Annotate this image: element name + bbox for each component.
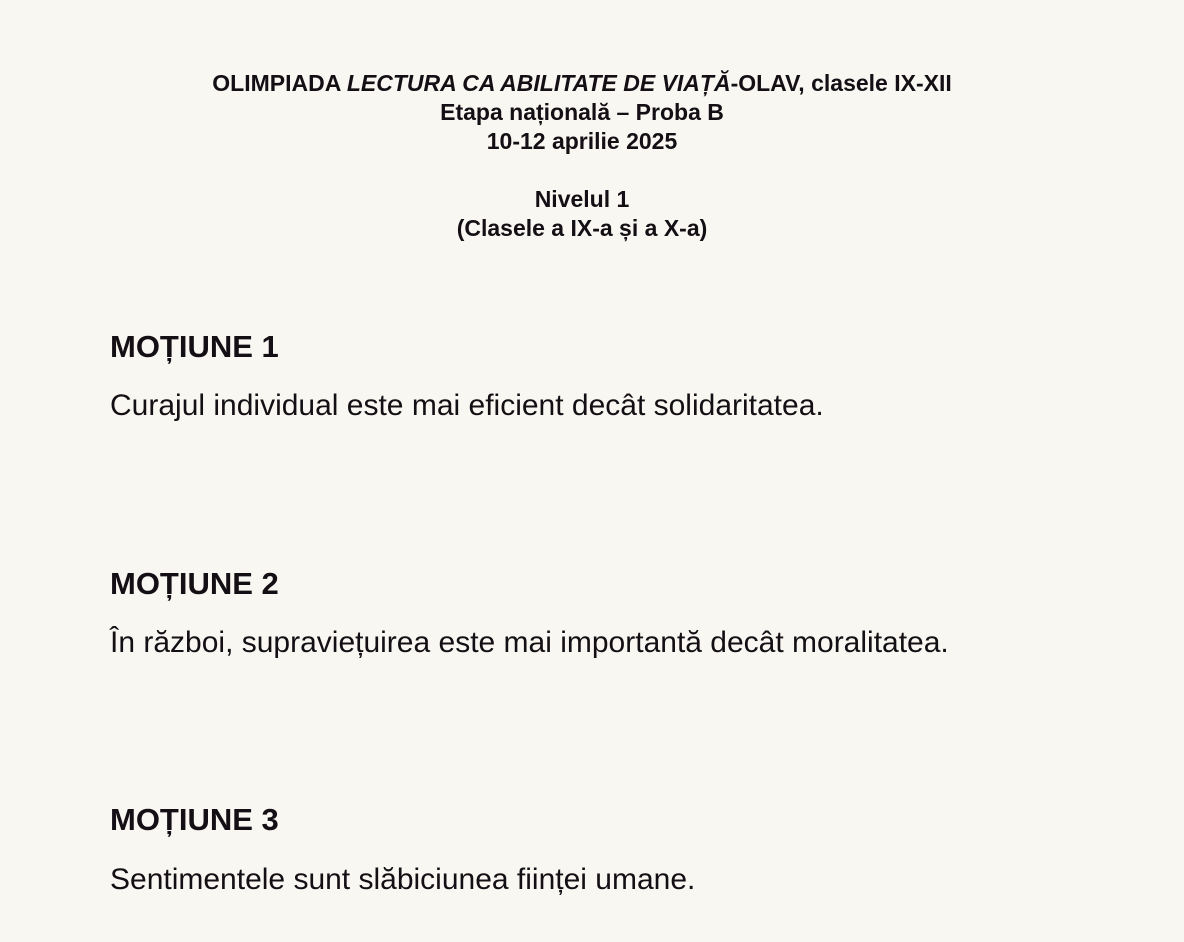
- olympiad-title: [0, 69, 1164, 98]
- olympiad-title-italic: LECTURA CA ABILITATE DE VIAȚĂ: [346, 70, 731, 96]
- motion-2-text: În război, supraviețuirea este mai importantă decât moralitatea.: [110, 626, 949, 659]
- olympiad-title-prefix: OLIMPIADA: [212, 70, 347, 96]
- document-header: [0, 69, 1164, 243]
- date-line: 10-12 aprilie 2025: [486, 128, 678, 154]
- header-spacer: [0, 156, 1164, 185]
- level-line: Nivelul 1: [534, 186, 630, 212]
- motion-2-title: MOȚIUNE 2: [110, 566, 279, 601]
- stage-line: Etapa națională – Proba B: [440, 99, 724, 125]
- olympiad-title-suffix: -OLAV, clasele IX-XII: [730, 70, 952, 96]
- motion-1-text: Curajul individual este mai eficient decât solidaritatea.: [110, 389, 824, 422]
- motion-3-text: Sentimentele sunt slăbiciunea ființei umane.: [110, 863, 696, 896]
- classes-line: (Clasele a IX-a și a X-a): [456, 215, 708, 241]
- motion-1-title: MOȚIUNE 1: [110, 329, 279, 364]
- motion-3-title: MOȚIUNE 3: [110, 802, 279, 837]
